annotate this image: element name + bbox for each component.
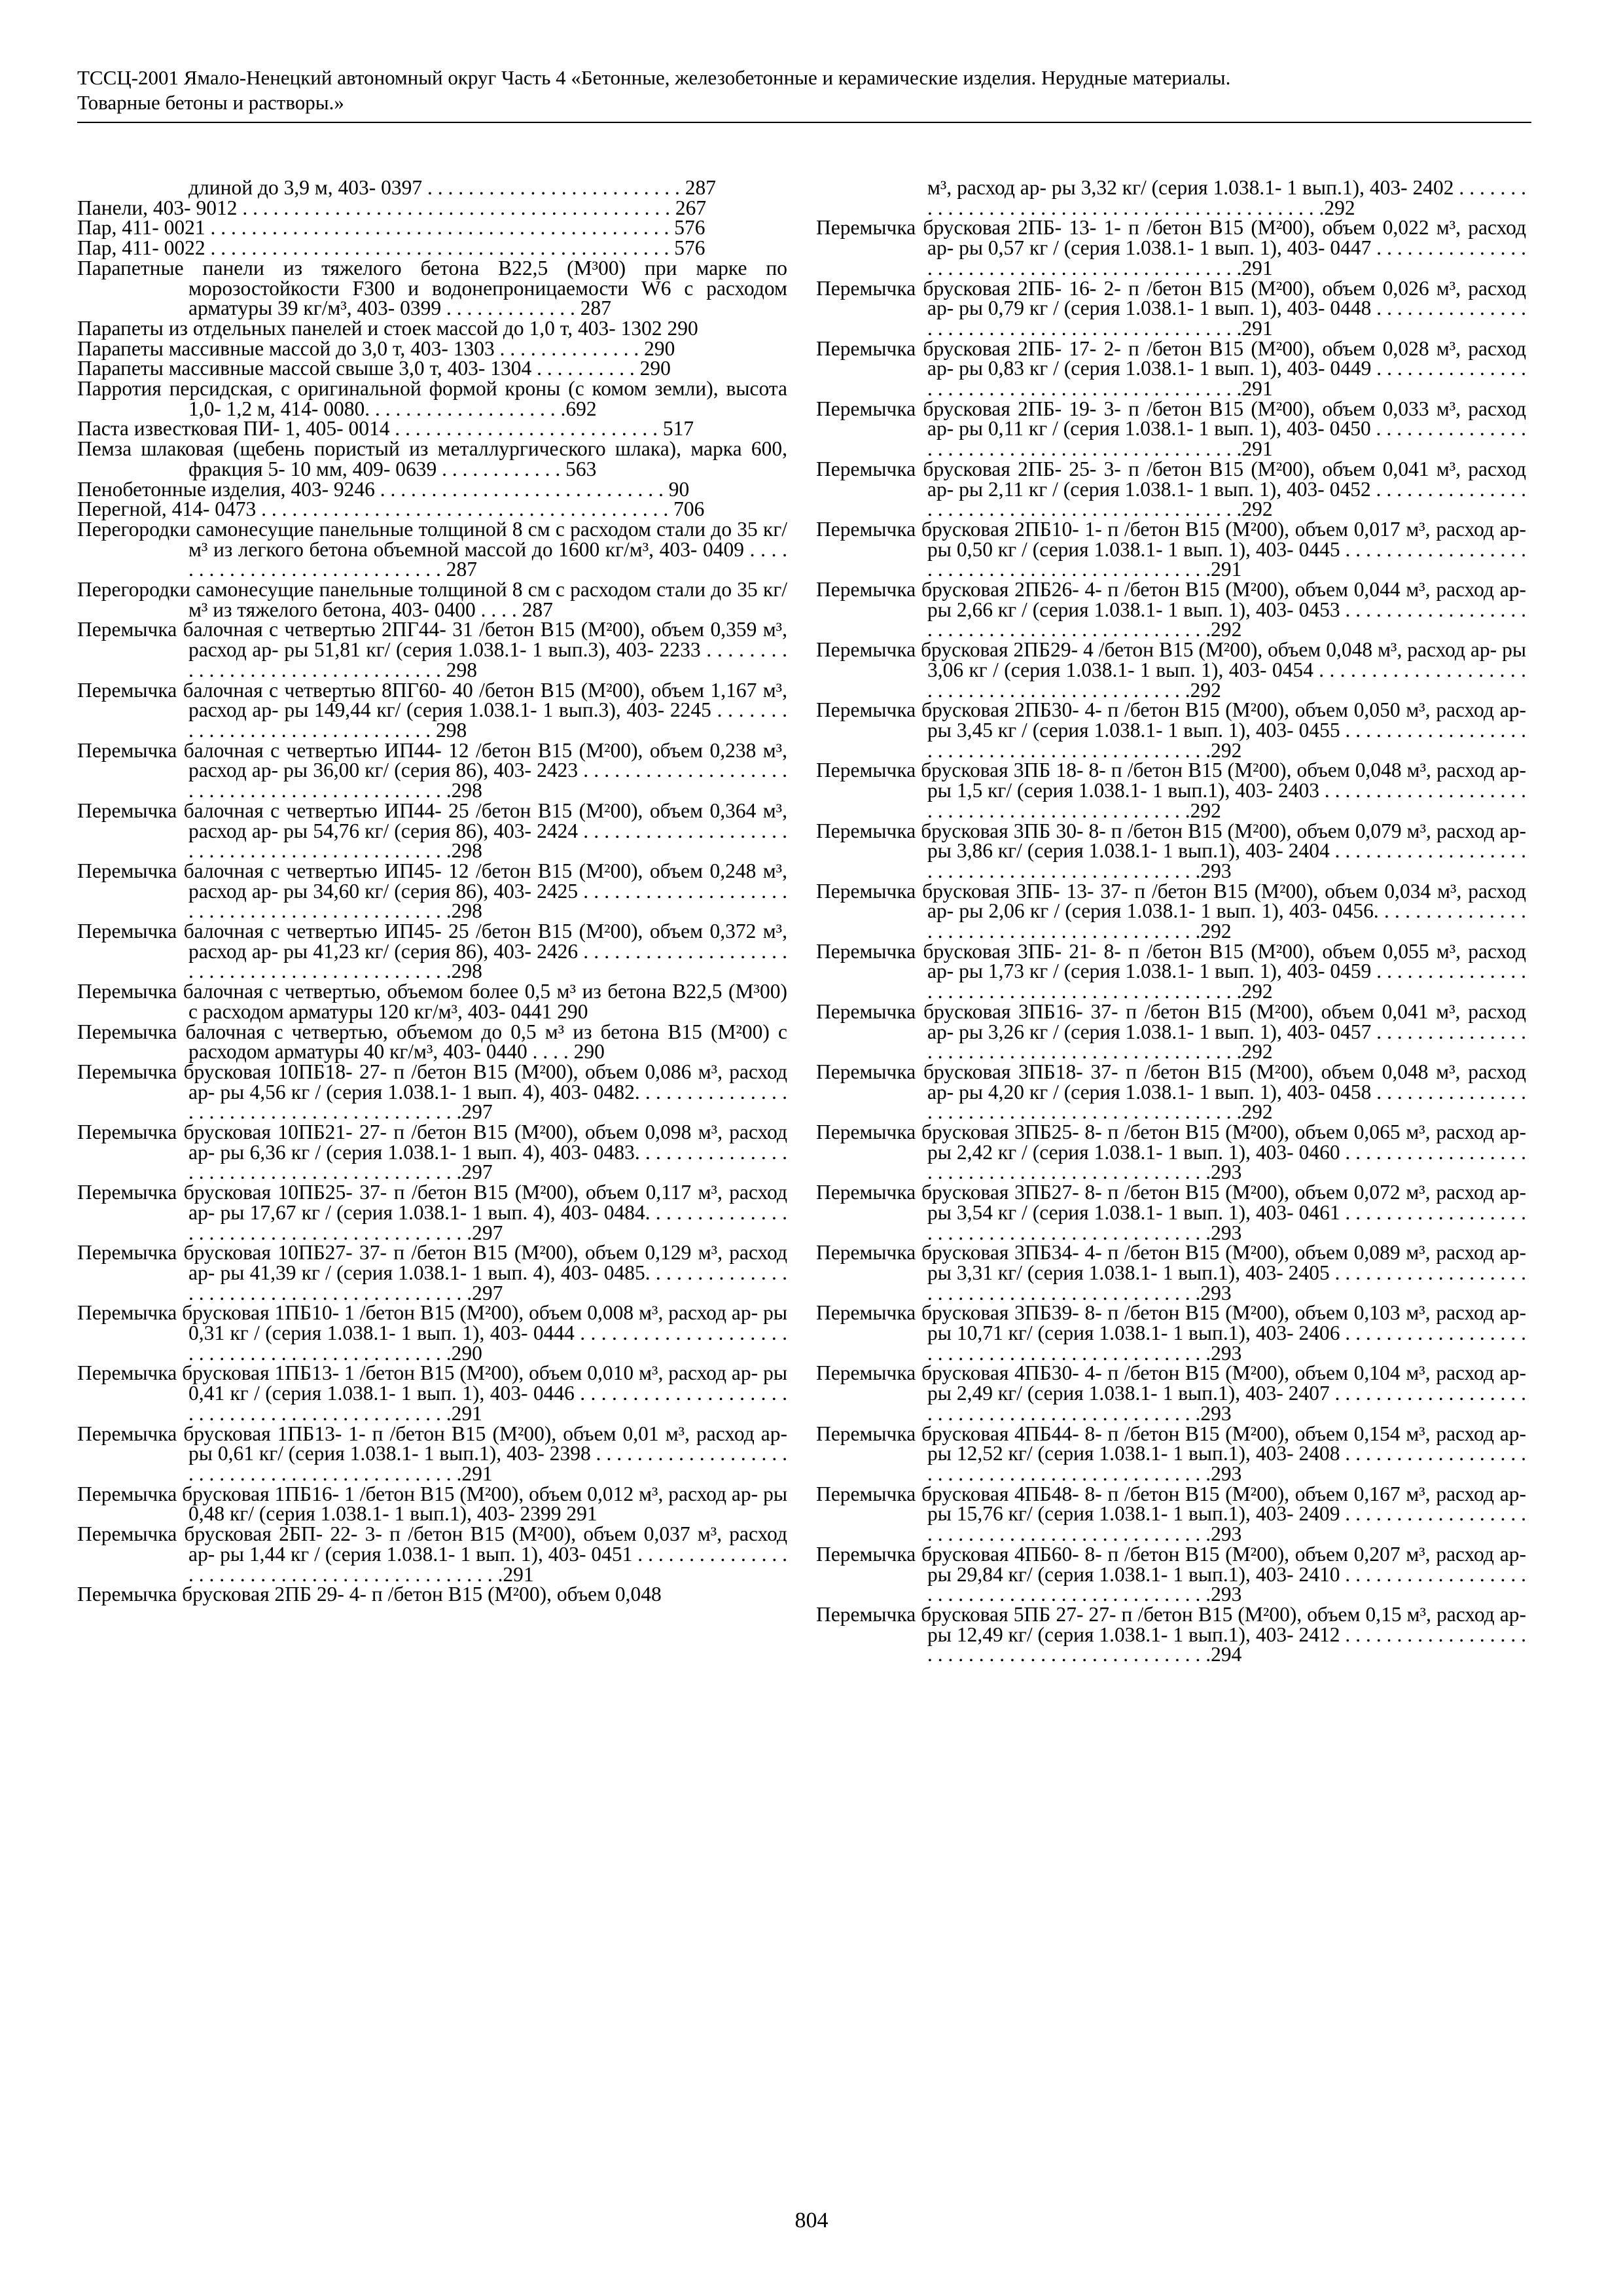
index-entry <box>77 377 793 420</box>
index-entry <box>816 819 1531 882</box>
index-entry <box>816 1361 1531 1425</box>
index-entry <box>77 1060 793 1124</box>
index-entry-text: Перемычка брусковая 2ПБ26- 4- п /бетон В15 (М²00), объем 0,044 м³, расход ар- ры 2,66 кг / (серия 1.038.1- 1 вып. 1), 403- 0453 . . . . . . . . . . . . . . . . . . . . . . . . . . . . . . . . . . . . . . . . . . . . . .292 <box>816 578 1531 641</box>
index-entry <box>77 198 787 219</box>
index-entry-text: Перемычка балочная с четвертью ИП45- 12 /бетон В15 (М²00), объем 0,248 м³, расход ар- ры 34,60 кг/ (серия 86), 403- 2425 . . . . . . . . . . . . . . . . . . . . . . . . . . . . . . . . . . . . . . . . . . . . . .298 <box>77 859 793 923</box>
index-entry <box>77 1585 787 1605</box>
index-entry-text: Перегородки самонесущие панельные толщиной 8 см с расходом стали до 35 кг/м³ из тяжелого бетона, 403- 0400 . . . . 287 <box>77 578 787 621</box>
index-entry <box>77 859 793 923</box>
index-entry <box>816 1482 1531 1546</box>
index-entry-text: длиной до 3,9 м, 403- 0397 . . . . . . . . . . . . . . . . . . . . . . . . . 287 <box>188 176 717 199</box>
index-entry <box>77 980 793 1023</box>
index-entry <box>77 419 787 439</box>
header-line-1: ТССЦ-2001 Ямало-Ненецкий автономный округ Часть 4 «Бетонные, железобетонные и керамические изделия. Нерудные материалы. <box>77 66 1231 89</box>
index-entry-text: Перемычка балочная с четвертью ИП44- 25 /бетон В15 (М²00), объем 0,364 м³, расход ар- ры 54,76 кг/ (серия 86), 403- 2424 . . . . . . . . . . . . . . . . . . . . . . . . . . . . . . . . . . . . . . . . . . . . . .298 <box>77 798 793 863</box>
index-entry-text: Перемычка брусковая 2ПБ 29- 4- п /бетон В15 (М²00), объем 0,048 <box>77 1583 662 1606</box>
index-entry <box>77 1422 793 1485</box>
index-entry-text: Перегной, 414- 0473 . . . . . . . . . . . . . . . . . . . . . . . . . . . . . . . . . . . . . . . . 706 <box>77 497 705 521</box>
index-entry <box>77 580 787 620</box>
index-entry <box>816 879 1531 943</box>
index-entry-text: Перемычка брусковая 1ПБ16- 1 /бетон В15 (М²00), объем 0,012 м³, расход ар- ры 0,48 кг/ (серия 1.038.1- 1 вып.1), 403- 2399 291 <box>77 1482 793 1526</box>
index-entry-text: Парапетные панели из тяжелого бетона В22,5 (М³00) при марке по морозостойкости F300 и водонепроницаемости W6 с расходом арматуры 39 кг/м³, 403- 0399 . . . . . . . . . . . . . 287 <box>77 256 793 320</box>
index-entry-text: Перемычка брусковая 3ПБ34- 4- п /бетон В15 (М²00), объем 0,089 м³, расход ар- ры 3,31 кг/ (серия 1.038.1- 1 вып.1), 403- 2405 . . . . . . . . . . . . . . . . . . . . . . . . . . . . . . . . . . . . . . . . . . . . . .293 <box>816 1241 1531 1304</box>
index-entry <box>77 359 787 379</box>
index-entry <box>77 618 793 681</box>
index-entry <box>77 218 787 238</box>
index-entry-text: Перемычка балочная с четвертью ИП44- 12 /бетон В15 (М²00), объем 0,238 м³, расход ар- ры 36,00 кг/ (серия 86), 403- 2423 . . . . . . . . . . . . . . . . . . . . . . . . . . . . . . . . . . . . . . . . . . . . . .298 <box>77 738 793 802</box>
index-entry <box>77 1121 793 1184</box>
index-entry <box>816 1542 1531 1606</box>
index-entry-text: Перемычка брусковая 4ПБ30- 4- п /бетон В15 (М²00), объем 0,104 м³, расход ар- ры 2,49 кг/ (серия 1.038.1- 1 вып.1), 403- 2407 . . . . . . . . . . . . . . . . . . . . . . . . . . . . . . . . . . . . . . . . . . . . . .293 <box>816 1361 1531 1425</box>
index-entry-text: Перемычка брусковая 10ПБ25- 37- п /бетон В15 (М²00), объем 0,117 м³, расход ар- ры 17,67 кг / (серия 1.038.1- 1 вып. 4), 403- 0484. . . . . . . . . . . . . . . . . . . . . . . . . . . . . . . . . . . . . . . . . .297 <box>77 1181 793 1244</box>
index-entry-text: Перемычка брусковая 3ПБ25- 8- п /бетон В15 (М²00), объем 0,065 м³, расход ар- ры 2,42 кг / (серия 1.038.1- 1 вып. 1), 403- 0460 . . . . . . . . . . . . . . . . . . . . . . . . . . . . . . . . . . . . . . . . . . . . . .293 <box>816 1121 1531 1184</box>
index-entry-text: Панели, 403- 9012 . . . . . . . . . . . . . . . . . . . . . . . . . . . . . . . . . . . . . . . . . . 267 <box>77 196 707 219</box>
index-entry-text: Перемычка брусковая 4ПБ48- 8- п /бетон В15 (М²00), объем 0,167 м³, расход ар- ры 15,76 кг/ (серия 1.038.1- 1 вып.1), 403- 2409 . . . . . . . . . . . . . . . . . . . . . . . . . . . . . . . . . . . . . . . . . . . . . .293 <box>816 1482 1531 1546</box>
index-column-right <box>816 176 1531 1666</box>
index-entry-text: Перемычка брусковая 3ПБ- 21- 8- п /бетон В15 (М²00), объем 0,055 м³, расход ар- ры 1,73 кг / (серия 1.038.1- 1 вып. 1), 403- 0459 . . . . . . . . . . . . . . . . . . . . . . . . . . . . . . . . . . . . . . . . . . . . . .292 <box>816 939 1531 1003</box>
index-entry <box>816 1181 1531 1244</box>
index-entry-text: Парапеты массивные массой до 3,0 т, 403- 1303 . . . . . . . . . . . . . . 290 <box>77 336 675 360</box>
running-header <box>77 65 1531 115</box>
index-entry-text: Перемычка брусковая 1ПБ13- 1- п /бетон В15 (М²00), объем 0,01 м³, расход ар- ры 0,61 кг/ (серия 1.038.1- 1 вып.1), 403- 2398 . . . . . . . . . . . . . . . . . . . . . . . . . . . . . . . . . . . . . . . . . . . . . .291 <box>77 1422 793 1485</box>
index-entry-text: м³, расход ар- ры 3,32 кг/ (серия 1.038.1- 1 вып.1), 403- 2402 . . . . . . . . . . . . . . . . . . . . . . . . . . . . . . . . . . . . . . . . . . . . . .292 <box>927 176 1531 219</box>
index-entry <box>816 1422 1531 1485</box>
index-entry-text: Перемычка брусковая 2ПБ- 13- 1- п /бетон В15 (М²00), объем 0,022 м³, расход ар- ры 0,57 кг / (серия 1.038.1- 1 вып. 1), 403- 0447 . . . . . . . . . . . . . . . . . . . . . . . . . . . . . . . . . . . . . . . . . . . . . .291 <box>816 216 1531 279</box>
index-entry-text: Перемычка брусковая 10ПБ18- 27- п /бетон В15 (М²00), объем 0,086 м³, расход ар- ры 4,56 кг / (серия 1.038.1- 1 вып. 4), 403- 0482. . . . . . . . . . . . . . . . . . . . . . . . . . . . . . . . . . . . . . . . . .297 <box>77 1060 793 1124</box>
index-entry <box>77 920 793 983</box>
index-entry-text: Перемычка брусковая 2ПБ29- 4 /бетон В15 (М²00), объем 0,048 м³, расход ар- ры 3,06 кг / (серия 1.038.1- 1 вып. 1), 403- 0454 . . . . . . . . . . . . . . . . . . . . . . . . . . . . . . . . . . . . . . . . . . . . . .292 <box>816 638 1531 702</box>
index-entry <box>77 517 793 581</box>
index-entry <box>77 238 787 259</box>
index-entry <box>77 336 787 360</box>
index-entry <box>77 499 787 520</box>
index-entry-text: Перемычка брусковая 1ПБ10- 1 /бетон В15 (М²00), объем 0,008 м³, расход ар- ры 0,31 кг / (серия 1.038.1- 1 вып. 1), 403- 0444 . . . . . . . . . . . . . . . . . . . . . . . . . . . . . . . . . . . . . . . . . . . . . .290 <box>77 1301 793 1365</box>
index-entry <box>816 578 1531 641</box>
index-entry <box>77 1482 793 1526</box>
index-entry-text: Перемычка брусковая 2ПБ- 25- 3- п /бетон В15 (М²00), объем 0,041 м³, расход ар- ры 2,11 кг / (серия 1.038.1- 1 вып. 1), 403- 0452 . . . . . . . . . . . . . . . . . . . . . . . . . . . . . . . . . . . . . . . . . . . . . .292 <box>816 457 1531 521</box>
index-entry <box>816 457 1531 521</box>
index-entry <box>816 397 1531 461</box>
index-entry-text: Перемычка брусковая 2ПБ10- 1- п /бетон В15 (М²00), объем 0,017 м³, расход ар- ры 0,50 кг / (серия 1.038.1- 1 вып. 1), 403- 0445 . . . . . . . . . . . . . . . . . . . . . . . . . . . . . . . . . . . . . . . . . . . . . .291 <box>816 517 1531 581</box>
index-entry <box>816 216 1531 279</box>
index-entry <box>77 1522 793 1586</box>
index-entry-text: Перемычка брусковая 2ПБ- 16- 2- п /бетон В15 (М²00), объем 0,026 м³, расход ар- ры 0,79 кг / (серия 1.038.1- 1 вып. 1), 403- 0448 . . . . . . . . . . . . . . . . . . . . . . . . . . . . . . . . . . . . . . . . . . . . . .291 <box>816 276 1531 340</box>
index-entry-text: Паста известковая ПИ- 1, 405- 0014 . . . . . . . . . . . . . . . . . . . . . . . . . . 517 <box>77 417 694 440</box>
index-entry <box>816 638 1531 702</box>
index-entry <box>816 1241 1531 1304</box>
index-entry-text: Пар, 411- 0022 . . . . . . . . . . . . . . . . . . . . . . . . . . . . . . . . . . . . . . . . . . . . . 576 <box>77 236 705 260</box>
index-entry-text: Перемычка брусковая 2ПБ- 19- 3- п /бетон В15 (М²00), объем 0,033 м³, расход ар- ры 0,11 кг / (серия 1.038.1- 1 вып. 1), 403- 0450 . . . . . . . . . . . . . . . . . . . . . . . . . . . . . . . . . . . . . . . . . . . . . .291 <box>816 397 1531 461</box>
index-entry-text: Перемычка балочная с четвертью ИП45- 25 /бетон В15 (М²00), объем 0,372 м³, расход ар- ры 41,23 кг/ (серия 86), 403- 2426 . . . . . . . . . . . . . . . . . . . . . . . . . . . . . . . . . . . . . . . . . . . . . .298 <box>77 920 793 983</box>
index-entry <box>77 798 793 863</box>
index-entry <box>77 1361 793 1425</box>
index-entry-text: Перемычка брусковая 2ПБ- 17- 2- п /бетон В15 (М²00), объем 0,028 м³, расход ар- ры 0,83 кг / (серия 1.038.1- 1 вып. 1), 403- 0449 . . . . . . . . . . . . . . . . . . . . . . . . . . . . . . . . . . . . . . . . . . . . . .291 <box>816 336 1531 401</box>
index-entry <box>816 698 1531 762</box>
index-entry <box>816 1602 1531 1666</box>
index-entry <box>816 1301 1531 1365</box>
index-entry-text: Перемычка брусковая 3ПБ 30- 8- п /бетон В15 (М²00), объем 0,079 м³, расход ар- ры 3,86 кг/ (серия 1.038.1- 1 вып.1), 403- 2404 . . . . . . . . . . . . . . . . . . . . . . . . . . . . . . . . . . . . . . . . . . . . . .293 <box>816 819 1531 882</box>
index-entry-text: Пар, 411- 0021 . . . . . . . . . . . . . . . . . . . . . . . . . . . . . . . . . . . . . . . . . . . . . 576 <box>77 216 705 240</box>
index-entry <box>77 738 793 802</box>
index-entry <box>77 1301 793 1365</box>
index-entry-text: Перемычка балочная с четвертью, объемом более 0,5 м³ из бетона В22,5 (М³00) с расходом арматуры 120 кг/м³, 403- 0441 290 <box>77 980 793 1023</box>
index-entry-text: Перемычка брусковая 3ПБ18- 37- п /бетон В15 (М²00), объем 0,048 м³, расход ар- ры 4,20 кг / (серия 1.038.1- 1 вып. 1), 403- 0458 . . . . . . . . . . . . . . . . . . . . . . . . . . . . . . . . . . . . . . . . . . . . . .292 <box>816 1060 1531 1124</box>
index-entry-text: Перемычка брусковая 3ПБ27- 8- п /бетон В15 (М²00), объем 0,072 м³, расход ар- ры 3,54 кг / (серия 1.038.1- 1 вып. 1), 403- 0461 . . . . . . . . . . . . . . . . . . . . . . . . . . . . . . . . . . . . . . . . . . . . . .293 <box>816 1181 1531 1244</box>
index-entry <box>816 1121 1531 1184</box>
index-entry <box>816 999 1531 1064</box>
index-entry-text: Перегородки самонесущие панельные толщиной 8 см с расходом стали до 35 кг/м³ из легкого бетона объемной массой до 1600 кг/м³, 403- 0409 . . . . . . . . . . . . . . . . . . . . . . . . . . . . . 287 <box>77 517 793 581</box>
index-entry <box>816 517 1531 581</box>
index-entry-text: Перемычка брусковая 3ПБ39- 8- п /бетон В15 (М²00), объем 0,103 м³, расход ар- ры 10,71 кг/ (серия 1.038.1- 1 вып.1), 403- 2406 . . . . . . . . . . . . . . . . . . . . . . . . . . . . . . . . . . . . . . . . . . . . . .293 <box>816 1301 1531 1365</box>
index-entry <box>77 1181 793 1244</box>
index-column-left <box>77 176 793 1606</box>
header-line-2: Товарные бетоны и растворы.» <box>77 91 344 114</box>
index-entry-text: Парротия персидская, с оригинальной формой кроны (с комом земли), высота 1,0- 1,2 м, 414- 0080. . . . . . . . . . . . . . . . . . . .692 <box>77 377 793 420</box>
index-entry <box>77 477 787 501</box>
index-entry <box>816 276 1531 340</box>
index-entry <box>816 939 1531 1003</box>
index-entry-text: Перемычка брусковая 3ПБ 18- 8- п /бетон В15 (М²00), объем 0,048 м³, расход ар- ры 1,5 кг/ (серия 1.038.1- 1 вып.1), 403- 2403 . . . . . . . . . . . . . . . . . . . . . . . . . . . . . . . . . . . . . . . . . . . . . .292 <box>816 759 1531 822</box>
index-entry-text: Перемычка брусковая 2БП- 22- 3- п /бетон В15 (М²00), объем 0,037 м³, расход ар- ры 1,44 кг / (серия 1.038.1- 1 вып. 1), 403- 0451 . . . . . . . . . . . . . . . . . . . . . . . . . . . . . . . . . . . . . . . . . . . . . .291 <box>77 1522 793 1586</box>
index-entry-text: Пемза шлаковая (щебень пористый из металлургического шлака), марка 600, фракция 5- 10 мм, 409- 0639 . . . . . . . . . . . . 563 <box>77 437 793 480</box>
index-entry-text: Перемычка брусковая 2ПБ30- 4- п /бетон В15 (М²00), объем 0,050 м³, расход ар- ры 3,45 кг / (серия 1.038.1- 1 вып. 1), 403- 0455 . . . . . . . . . . . . . . . . . . . . . . . . . . . . . . . . . . . . . . . . . . . . . .292 <box>816 698 1531 762</box>
header-rule <box>77 122 1531 123</box>
index-entry-text: Парапеты массивные массой свыше 3,0 т, 403- 1304 . . . . . . . . . . 290 <box>77 357 671 380</box>
index-entry-continuation <box>816 176 1531 219</box>
index-entry <box>77 316 787 340</box>
index-entry-text: Перемычка брусковая 4ПБ44- 8- п /бетон В15 (М²00), объем 0,154 м³, расход ар- ры 12,52 кг/ (серия 1.038.1- 1 вып.1), 403- 2408 . . . . . . . . . . . . . . . . . . . . . . . . . . . . . . . . . . . . . . . . . . . . . .293 <box>816 1422 1531 1485</box>
index-entry-text: Парапеты из отдельных панелей и стоек массой до 1,0 т, 403- 1302 290 <box>77 316 698 340</box>
index-entry-text: Перемычка брусковая 10ПБ27- 37- п /бетон В15 (М²00), объем 0,129 м³, расход ар- ры 41,39 кг / (серия 1.038.1- 1 вып. 4), 403- 0485. . . . . . . . . . . . . . . . . . . . . . . . . . . . . . . . . . . . . . . . . .297 <box>77 1241 793 1304</box>
index-entry <box>77 1241 793 1304</box>
index-entry-text: Пенобетонные изделия, 403- 9246 . . . . . . . . . . . . . . . . . . . . . . . . . . . . 90 <box>77 477 690 501</box>
index-entry-text: Перемычка балочная с четвертью 8ПГ60- 40 /бетон В15 (М²00), объем 1,167 м³, расход ар- ры 149,44 кг/ (серия 1.038.1- 1 вып.3), 403- 2245 . . . . . . . . . . . . . . . . . . . . . . . . . . . . . . . 298 <box>77 678 793 742</box>
index-entry-text: Перемычка брусковая 1ПБ13- 1 /бетон В15 (М²00), объем 0,010 м³, расход ар- ры 0,41 кг / (серия 1.038.1- 1 вып. 1), 403- 0446 . . . . . . . . . . . . . . . . . . . . . . . . . . . . . . . . . . . . . . . . . . . . . .291 <box>77 1361 793 1425</box>
index-entry-text: Перемычка брусковая 10ПБ21- 27- п /бетон В15 (М²00), объем 0,098 м³, расход ар- ры 6,36 кг / (серия 1.038.1- 1 вып. 4), 403- 0483. . . . . . . . . . . . . . . . . . . . . . . . . . . . . . . . . . . . . . . . . .297 <box>77 1121 793 1184</box>
index-entry <box>77 678 793 742</box>
index-entry-text: Перемычка брусковая 5ПБ 27- 27- п /бетон В15 (М²00), объем 0,15 м³, расход ар- ры 12,49 кг/ (серия 1.038.1- 1 вып.1), 403- 2412 . . . . . . . . . . . . . . . . . . . . . . . . . . . . . . . . . . . . . . . . . . . . . .294 <box>816 1602 1531 1666</box>
index-entry-text: Перемычка брусковая 3ПБ16- 37- п /бетон В15 (М²00), объем 0,041 м³, расход ар- ры 3,26 кг / (серия 1.038.1- 1 вып. 1), 403- 0457 . . . . . . . . . . . . . . . . . . . . . . . . . . . . . . . . . . . . . . . . . . . . . .292 <box>816 999 1531 1064</box>
index-entry <box>77 437 793 480</box>
page-number: 804 <box>794 2208 829 2233</box>
index-entry-text: Перемычка балочная с четвертью 2ПГ44- 31 /бетон В15 (М²00), объем 0,359 м³, расход ар- ры 51,81 кг/ (серия 1.038.1- 1 вып.3), 403- 2233 . . . . . . . . . . . . . . . . . . . . . . . . . . . . . . . . . 298 <box>77 618 793 681</box>
index-entry <box>816 336 1531 401</box>
index-entry <box>77 256 793 320</box>
index-entry <box>77 1020 793 1064</box>
index-entry-text: Перемычка брусковая 3ПБ- 13- 37- п /бетон В15 (М²00), объем 0,034 м³, расход ар- ры 2,06 кг / (серия 1.038.1- 1 вып. 1), 403- 0456. . . . . . . . . . . . . . . . . . . . . . . . . . . . . . . . . . . . . . . . . .292 <box>816 879 1531 943</box>
index-entry <box>816 1060 1531 1124</box>
index-entry-text: Перемычка балочная с четвертью, объемом до 0,5 м³ из бетона В15 (М²00) с расходом арматуры 40 кг/м³, 403- 0440 . . . . 290 <box>77 1020 793 1064</box>
index-entry-text: Перемычка брусковая 4ПБ60- 8- п /бетон В15 (М²00), объем 0,207 м³, расход ар- ры 29,84 кг/ (серия 1.038.1- 1 вып.1), 403- 2410 . . . . . . . . . . . . . . . . . . . . . . . . . . . . . . . . . . . . . . . . . . . . . .293 <box>816 1542 1531 1606</box>
index-entry-continuation <box>77 178 787 198</box>
index-entry <box>816 759 1531 822</box>
